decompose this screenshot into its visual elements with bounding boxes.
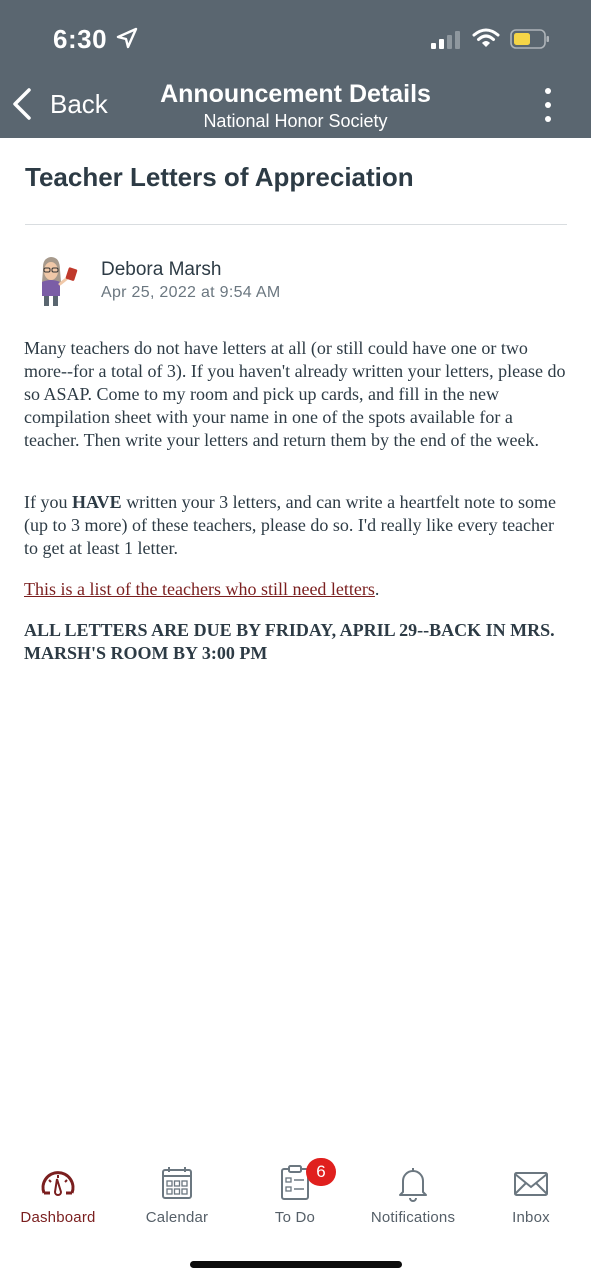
tab-label: To Do (274, 1209, 316, 1226)
status-time: 6:30 (53, 24, 108, 54)
announcement-title: Teacher Letters of Appreciation (25, 162, 414, 192)
navigation-header (0, 0, 591, 138)
tab-dashboard[interactable] (3, 1155, 113, 1226)
tab-label: Calendar (145, 1209, 209, 1226)
dashboard-icon (38, 1163, 78, 1203)
deadline-notice: ALL LETTERS ARE DUE BY FRIDAY, APRIL 29--BACK IN MRS. MARSH'S ROOM BY 3:00 PM (24, 620, 555, 663)
emphasis-text: HAVE (72, 492, 122, 512)
post-date: Apr 25, 2022 at 9:54 AM (101, 284, 281, 301)
tab-inbox[interactable] (476, 1155, 586, 1226)
tab-bar (0, 1155, 591, 1235)
tab-calendar[interactable] (122, 1155, 232, 1226)
tab-label: Dashboard (20, 1209, 96, 1226)
home-indicator[interactable] (190, 1261, 402, 1268)
tab-label: Inbox (512, 1209, 550, 1226)
author-name[interactable]: Debora Marsh (101, 259, 222, 280)
divider (25, 224, 567, 225)
announcement-paragraph: If you HAVE written your 3 letters, and can write a heartfelt note to some (up to 3 more) of these teachers, please do so. I'd really like every teacher to get at least 1 letter. (24, 492, 557, 558)
course-subtitle: National Honor Society (203, 111, 388, 131)
tab-label: Notifications (370, 1209, 456, 1226)
location-arrow-icon (116, 27, 138, 49)
todo-count-badge: 6 (306, 1158, 336, 1186)
author-avatar[interactable] (30, 252, 82, 308)
back-label: Back (50, 88, 108, 119)
envelope-icon (511, 1163, 551, 1203)
announcement-paragraph: Many teachers do not have letters at all (or still could have one or two more--for a total of 3). If you haven't already written your letters, please do so ASAP. Come to my room and pick up cards, and fill in the new compilation sheet with your name in one of the spots available for a teacher. Then write your letters and return them by the end of the week. (24, 338, 566, 450)
cellular-signal-icon (430, 30, 462, 50)
announcement-paragraph: This is a list of the teachers who still need letters. (24, 579, 380, 599)
battery-icon (510, 29, 550, 49)
wifi-icon (472, 27, 500, 49)
page-title: Announcement Details (160, 80, 431, 108)
tab-notifications[interactable] (358, 1155, 468, 1226)
calendar-icon (157, 1163, 197, 1203)
more-options-icon[interactable] (540, 88, 556, 122)
bell-icon (393, 1163, 433, 1203)
teacher-list-link[interactable]: This is a list of the teachers who still need letters (24, 579, 375, 599)
